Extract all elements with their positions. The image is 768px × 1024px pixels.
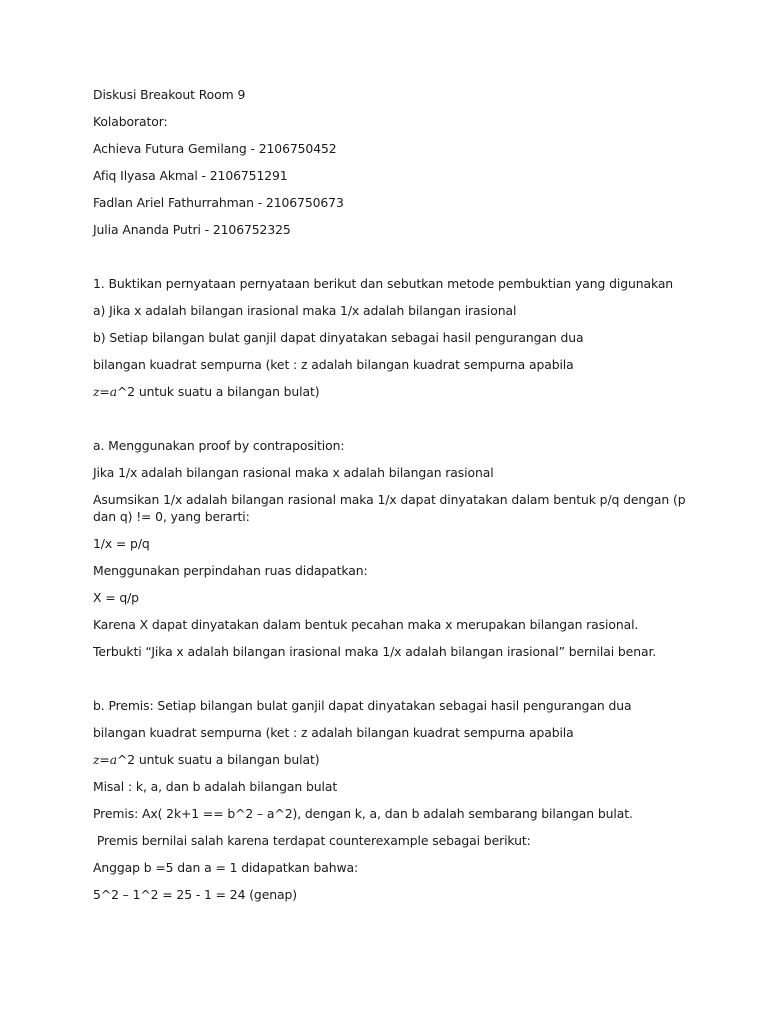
collaborator-2: Afiq Ilyasa Akmal - 2106751291 [93,168,288,183]
question-prompt: 1. Buktikan pernyataan pernyataan berikut dan sebutkan metode pembuktian yang digunakan [93,276,674,291]
answer-b-calculation: 5^2 – 1^2 = 25 - 1 = 24 (genap) [93,887,297,902]
answer-a-proven: Terbukti “Jika x adalah bilangan irasional maka 1/x adalah bilangan irasional” bernilai benar. [93,644,657,659]
question-part-b-line-1: b) Setiap bilangan bulat ganjil dapat dinyatakan sebagai hasil pengurangan dua [93,330,584,345]
question-part-b-line-3 [93,383,693,400]
question-part-a: a) Jika x adalah bilangan irasional maka 1/x adalah bilangan irasional [93,303,517,318]
collaborator-4: Julia Ananda Putri - 2106752325 [93,222,291,237]
answer-a-equation-2: X = q/p [93,590,139,605]
answer-b-premise-line-3 [93,751,693,768]
document-body [93,86,693,913]
answer-a-move-terms: Menggunakan perpindahan ruas didapatkan: [93,563,368,578]
answer-b-misal: Misal : k, a, dan b adalah bilangan bulat [93,779,338,794]
answer-a-assumption: Asumsikan 1/x adalah bilangan rasional maka 1/x dapat dinyatakan dalam bentuk p/q dengan (p dan q) != 0, yang berarti: [93,492,690,524]
answer-a-contrapositive: Jika 1/x adalah bilangan rasional maka x adalah bilangan rasional [93,465,494,480]
spacer [93,670,693,697]
math-expression: z=a [93,384,117,399]
answer-a-conclusion: Karena X dapat dinyatakan dalam bentuk pecahan maka x merupakan bilangan rasional. [93,617,639,632]
answer-a-heading: a. Menggunakan proof by contraposition: [93,438,345,453]
answer-b-premise-line-3-text: ^2 untuk suatu a bilangan bulat) [117,752,320,767]
collaborators-label: Kolaborator: [93,114,168,129]
answer-b-premise-line-2: bilangan kuadrat sempurna (ket : z adalah bilangan kuadrat sempurna apabila [93,725,574,740]
answer-b-false-claim: Premis bernilai salah karena terdapat counterexample sebagai berikut: [93,833,531,848]
math-expression: z=a [93,752,117,767]
document-title: Diskusi Breakout Room 9 [93,87,246,102]
collaborator-3: Fadlan Ariel Fathurrahman - 2106750673 [93,195,344,210]
question-part-b-line-2: bilangan kuadrat sempurna (ket : z adalah bilangan kuadrat sempurna apabila [93,357,574,372]
question-part-b-line-3-text: ^2 untuk suatu a bilangan bulat) [117,384,320,399]
collaborator-1: Achieva Futura Gemilang - 2106750452 [93,141,337,156]
answer-b-assume-values: Anggap b =5 dan a = 1 didapatkan bahwa: [93,860,359,875]
answer-b-formal-premise: Premis: Ax( 2k+1 == b^2 – a^2), dengan k, a, dan b adalah sembarang bilangan bulat. [93,806,633,821]
spacer [93,410,693,437]
answer-a-equation-1: 1/x = p/q [93,536,150,551]
answer-b-premise-line-1: b. Premis: Setiap bilangan bulat ganjil dapat dinyatakan sebagai hasil pengurangan dua [93,698,632,713]
spacer [93,248,693,275]
